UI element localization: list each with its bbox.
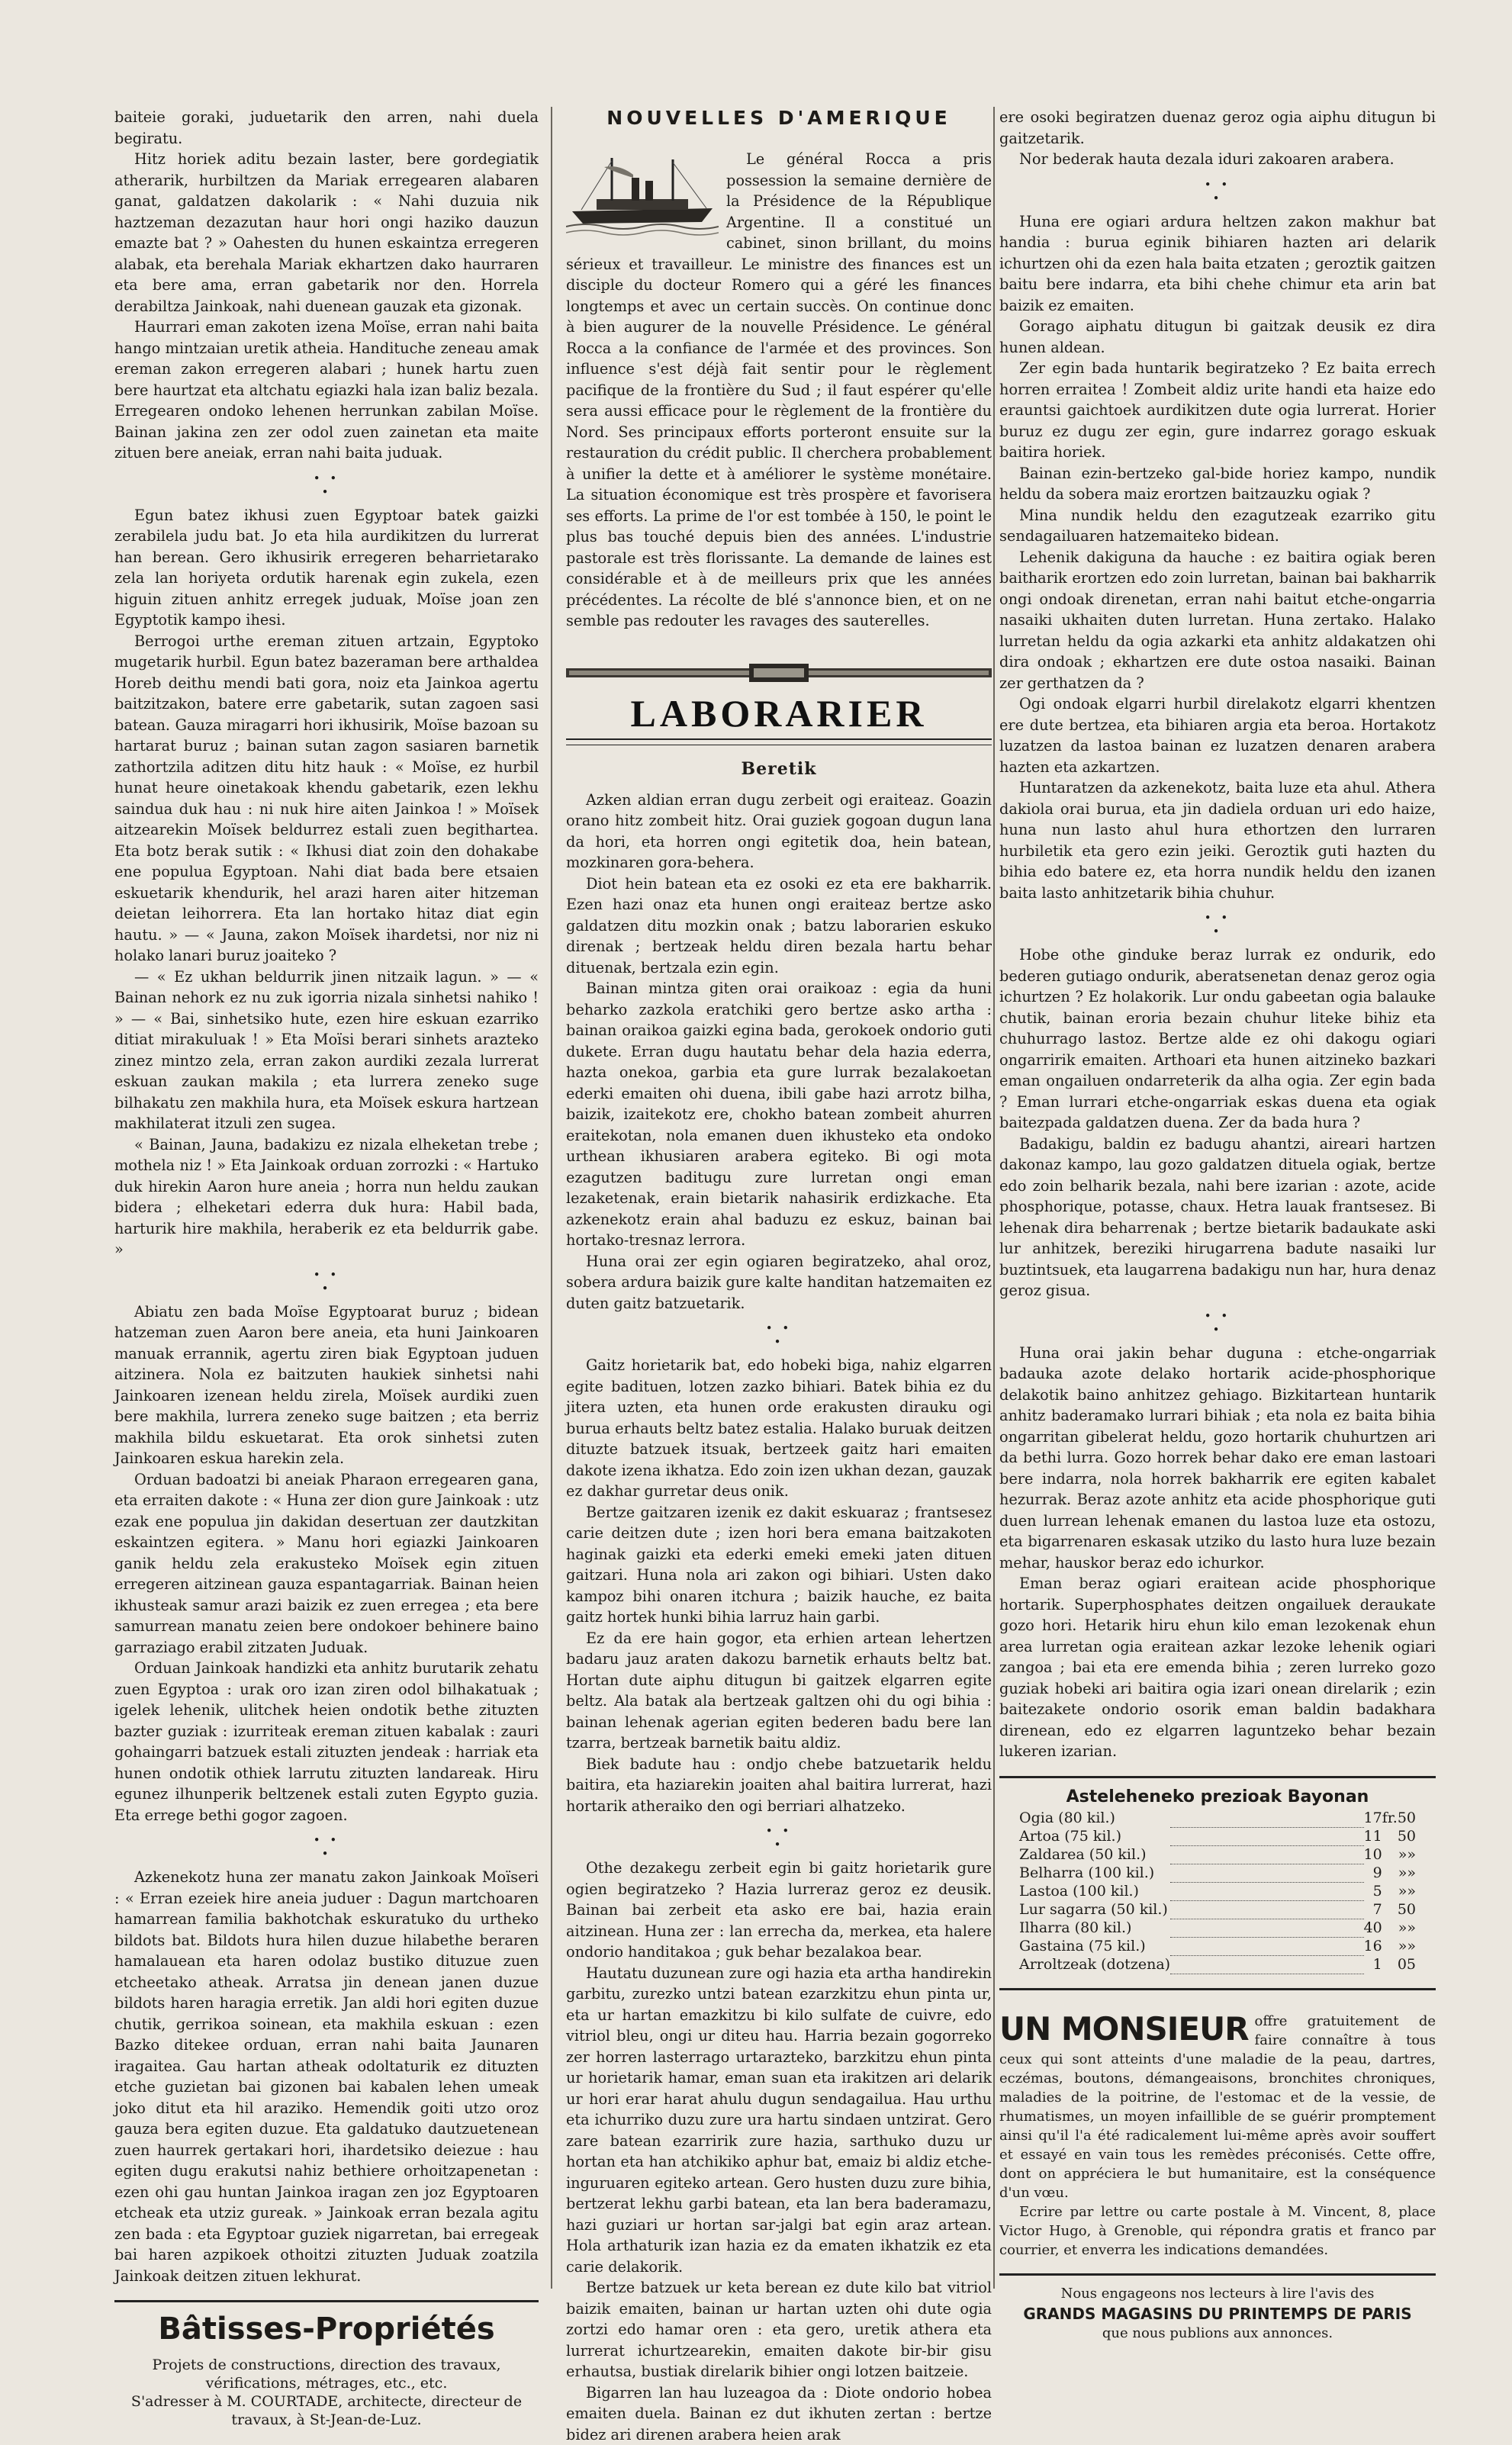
steamship-icon (566, 152, 719, 236)
paragraph: Nor bederak hauta dezala iduri zakoaren arabera. (999, 149, 1436, 170)
price-unit (1382, 1938, 1398, 1956)
price-name: Lur sagarra (50 kil.) (1019, 1901, 1170, 1919)
price-name: Arroltzeak (dotzena) (1019, 1956, 1170, 1974)
price-dots (1170, 1828, 1363, 1846)
paragraph: Eman beraz ogiari eraitean acide phosphorique hortarik. Superphosphates deitzen ongailuek deraukate gozo hori. Hetarik hiru ehun kilo eman lezokenak ehun area lurretan ogia eraitean azkar lezoke lehenik ogiari zangoa ; bai eta ere emenda bihia ; zeren lurreko gozo guziak hobeki ari baitira ogia izari onean direlarik ; ezin baitezakete ondorio osorik eman baldin badakhara direnean, edo ez elgarren laguntzeko behar bezain lukeren izarian. (999, 1573, 1436, 1762)
paragraph: Bainan mintza giten orai oraikoaz : egia da huni beharko zazkola eratchiki gero bertze asko artha : bainan oraikoa gaizki egina bada, gerokoek ondorio guti dukete. Erran dugu hautatu behar dela hazia ederra, hazta onekoa, garbia eta gure lurrak bezalakoetan ederki emaiten ohi duena, ibili gabe hazi arrotz bilha, baizik, izaitekotz ere, chokho batean zombeit ahurren eraitekotan, nola emanen duen ikhusteko eta ondoko urthean ikhusiaren arabera egiteko. Bi ogi mota ezagutzen baditugu zure lurretan ongi eman lezaketenak, erain bietarik nahasirik erdizkache. Eta azkenekotz erain ahal baduzu ez eskuz, bainan bai hortako-tresnaz lerrora. (566, 978, 992, 1251)
price-dots (1170, 1901, 1363, 1919)
price-row (1019, 1901, 1416, 1919)
price-name: Ilharra (80 kil.) (1019, 1919, 1170, 1938)
monsieur-text: offre gratuitement de faire connaître à tous ceux qui sont atteints d'une maladie de la peau, dartres, eczémas, boutons, démangeaisons, bronchites chroniques, maladies de la poitrine, de l'estomac et de la vessie, de rhumatismes, un moyen infaillible de se guérir promptement ainsi qu'il l'a été radicalement lui-même après avoir souffert et essayé en vain tous les remèdes préconisés. Cette offre, dont on appréciera le but humanitaire, est la conséquence d'un vœu. (999, 2012, 1436, 2202)
section-divider-stars: • • • (114, 471, 539, 499)
paragraph: Lehenik dakiguna da hauche : ez baitira ogiak beren baitharik erortzen edo zoin lurretan, bainan bai bakharrik ongi ondoak direnetan, erran nahi baitut etche-ongarria nasaiki ukhaiten duten lurretan. Huna zertako. Halako lurretan heldu da ogia azkarki eta anhitz aldakatzen ohi dira ondoak ; ekhartzen ere dute ostoa nasaiki. Bainan zer gerthatzen da ? (999, 547, 1436, 694)
footer-strong: GRANDS MAGASINS DU PRINTEMPS DE PARIS (999, 2305, 1436, 2323)
paragraph: Othe dezakegu zerbeit egin bi gaitz horietarik gure ogien begiratzeko ? Hazia lurreraz geroz ez deusik. Bainan bai zerbeit eta asko ere bai, hazia erain aitzinean. Huna zer : lan errecha da, merkea, eta halere ondorio handitakoa ; guk behar bezalakoa bear. (566, 1858, 992, 1963)
paragraph: Biek badute hau : ondjo chebe batzuetarik heldu baitira, eta haziarekin joaiten ahal baitira lurrerat, hazi hortarik atheraiko den ogi berriari alhatzeko. (566, 1754, 992, 1817)
price-value: 7 (1364, 1901, 1382, 1919)
paragraph: Gaitz horietarik bat, edo hobeki biga, nahiz elgarren egite badituen, lotzen zazko bihiari. Batek bihia ez du jitera uzten, eta hunen orde erakusten dirauku ogi burua erhauts beltz batez estalia. Halako buruak deitzen dituzte batzuek itsuak, bertzeek gaitz hari emaiten dakote izena ikhatza. Edo zoin izen ukhan dezan, gauzak ez dakhar gurretar deus onik. (566, 1355, 992, 1502)
price-dots (1170, 1864, 1363, 1883)
price-dots (1170, 1883, 1363, 1901)
price-unit (1382, 1846, 1398, 1864)
price-unit (1382, 1901, 1398, 1919)
paragraph: Huntaratzen da azkenekotz, baita luze eta ahul. Athera dakiola orai burua, eta jin dadiela orduan uri edo haize, huna nun lasto ahul hura ethortzen den lurraren hurbiletik eta gero ezin jeiki. Geroztik guti hazten du bihia edo batere ez, eta horra nundik heldu den izanen baita lasto anhitzetarik bihia chuhur. (999, 777, 1436, 903)
paragraph: Bertze batzuek ur keta berean ez dute kilo bat vitriol baizik emaiten, bainan ur hartan uzten ohi dute ogia zortzi edo hamar oren : eta gero, uretik athera eta lurrerat ichurtzearekin, emaiten dakote bir-bir gisu erhautsa, bustiak direlarik bihier ongi lotzen baitzeie. (566, 2277, 992, 2382)
paragraph: Mina nundik heldu den ezagutzeak ezarriko gitu sendagailuaren hatzemaiteko bidean. (999, 505, 1436, 547)
price-dots (1170, 1956, 1363, 1974)
price-cents: 50 (1398, 1810, 1416, 1828)
price-row (1019, 1919, 1416, 1938)
price-dots (1170, 1846, 1363, 1864)
left-column (114, 107, 539, 2429)
price-row (1019, 1846, 1416, 1864)
price-name: Ogia (80 kil.) (1019, 1810, 1170, 1828)
beretik-subtitle: Beretik (566, 759, 992, 779)
section-divider-stars: • • • (999, 911, 1436, 938)
footer-line: Nous engageons nos lecteurs à lire l'avis des (999, 2285, 1436, 2303)
column-rule (551, 107, 552, 2289)
price-row (1019, 1883, 1416, 1901)
paragraph: Hautatu duzunean zure ogi hazia eta artha handirekin garbitu, zurezko untzi batean ezarzkitzu ehun pinta ur, eta ur hartan emazkitzu bi kilo sulfate de cuivre, edo vitriol bleu, ongi ur diteu hau. Harria bezain gogorreko zer horren lasterrago urtarazteko, barzkitzu ehun pinta ur horietarik hamar, eman suan eta irakitzen ari delarik ur hori erar harat ahulu dugun sendagailua. Hau urthu eta ichurriko duzu zure ura hartu sindaen untzirat. Gero zare batean ezarririk zure hazia, sarthuko duzu ur hortan eta han atchikiko aphur bat, emaiz bi aldiz etche-inguruaren egiteko artean. Gero husten duzu zure bihia, bertzerat lekhu garbi batean, eta lan bera baderamazu, hazi guziari ur hortan sar-jalgi bat egin araz artean. Hola arthaturik izan hazia ez da ematen ikhatzik ez eta carie delakorik. (566, 1963, 992, 2278)
price-row (1019, 1938, 1416, 1956)
paragraph: Egun batez ikhusi zuen Egyptoar batek gaizki zerabilela judu bat. Jo eta hila aurdikitzen du lurrerat han berean. Gero ikhusirik erregeren beharrietarako zela lan horiyeta ordutik harenak egin zukela, ezen higuin zituen anhitz erregek juduak, Moïse joan zen Egyptotik kampo ihesi. (114, 505, 539, 631)
price-cents: »» (1398, 1864, 1416, 1883)
paragraph: « Bainan, Jauna, badakizu ez nizala elheketan trebe ; mothela niz ! » Eta Jainkoak orduan zorrozki : « Hartuko duk hirekin Aaron hure aneia ; horra nun heldu zaukan bidera ; elheketari ederra duk hura: Habil bada, harturik hire makhila, heraberik ez eta beldurrik gabe. » (114, 1134, 539, 1260)
price-name: Belharra (100 kil.) (1019, 1864, 1170, 1883)
paragraph: — « Ez ukhan beldurrik jinen nitzaik lagun. » — « Bainan nehork ez nu zuk igorria nizala sinhetsi nahiko ! » — « Bai, sinhetsiko hute, ezen hire eskuan ezarriko ditiat mirakuluak ! » Eta Moïsi berari sinhets arazteko zinez mintzo zela, erran zakon aurdiki zezala lurrerat eskuan zaukan makila ; eta lurrera zeneko suge bilhakatu zen makhila hura, eta Moïsek eskura hartzean makhilaterat itzuli zen sugea. (114, 967, 539, 1134)
section-divider-stars: • • • (114, 1833, 539, 1861)
price-name: Lastoa (100 kil.) (1019, 1883, 1170, 1901)
paragraph: Bigarren lan hau luzeagoa da : Diote ondorio hobea emaiten duela. Bainan ez dut ikhuten zertan : bertze bidez ari direnen arabera heien arak (566, 2382, 992, 2445)
price-name: Gastaina (75 kil.) (1019, 1938, 1170, 1956)
price-unit (1382, 1828, 1398, 1846)
price-value: 11 (1364, 1828, 1382, 1846)
paragraph: Huna orai zer egin ogiaren begiratzeko, ahal oroz, sobera ardura baizik gure kalte handitan hatzemaiten ez duten gaitz batzuetarik. (566, 1251, 992, 1314)
price-value: 17 (1364, 1810, 1382, 1828)
paragraph: Haurrari eman zakoten izena Moïse, erran nahi baita hango mintzaian uretik atheia. Handituche zeneau amak ereman zakon erregeren alabari ; hunek hartu zuen bere haurtzat eta altchatu egiazki hala izan baliz bezala. Erregearen ondoko lehenen herrunkan zabilan Moïse. Bainan jakina zen zer odol zuen zainetan eta maite zituen bere aneiak, erran nahi baita juduak. (114, 317, 539, 464)
paragraph: Bainan ezin-bertzeko gal-bide horiez kampo, nundik heldu da sobera maiz erortzen baitzauzku ogiak ? (999, 463, 1436, 505)
paragraph: Orduan Jainkoak handizki eta anhitz burutarik zehatu zuen Egyptoa : urak oro izan ziren odol bilhakatuak ; igelek lehenik, ulitchek heien ondotik bethe zituzten bazter guziak : izurriteak ereman zituen kabalak : zauri gohaingarri batzuek estali zituzten jendeak : harriak eta hunen ondotik othiek larrutu zituzten landareak. Hiru egunez ilhunperik beltzenek estali zuten Egypto guzia. Eta errege bethi gogor zagoen. (114, 1658, 539, 1826)
batisses-title: Bâtisses-Propriétés (114, 2311, 539, 2347)
nouvelles-text: Le général Rocca a pris possession la semaine dernière de la Présidence de la République Argentine. Il a constitué un cabinet, sinon brillant, du moins sérieux et travailleur. Le ministre des finances est un disciple du docteur Romero qui a géré les finances longtemps et avec un certain succès. On continue donc à bien augurer de la nouvelle Présidence. Le général Rocca a la confiance de l'armée et des provinces. Son influence s'est déjà fait sentir pour le règlement pacifique de la frontière du Sud ; il faut espérer qu'elle sera aussi efficace pour le règlement de la frontière du Nord. Ses principaux efforts porteront ensuite sur la restauration du crédit public. Il cherchera probablement à unifier la dette et à améliorer le système monétaire. La situation économique est très prospère et favorisera ses efforts. La prime de l'or est tombée à 150, le point le plus bas touché depuis bien des années. L'industrie pastorale est très florissante. La demande de laines est considérable et à de meilleurs prix que les années précédentes. La récolte de blé s'annonce bien, et on ne semble pas redouter les ravages des sauterelles. (566, 149, 992, 632)
laborarier-title: LABORARIER (566, 691, 992, 735)
paragraph: Ogi ondoak elgarri hurbil direlakotz elgarri khentzen ere dute bertzea, eta bihiaren argia eta beroa. Hortakotz luzatzen da lastoa bainan ez luzatzen denaren arabera hazten eta azkartzen. (999, 693, 1436, 777)
paragraph: Berrogoi urthe ereman zituen artzain, Egyptoko mugetarik hurbil. Egun batez bazeraman bere arthaldea Horeb deithu mendi bati gora, noiz eta Jainkoa agertu baitzitzakon, batere erre gabetarik, sutan zagoen sasi batean. Gauza miragarri hori ikhusirik, Moïse bazoan su hartarat buruz ; bainan sutan zagon sasiaren barnetik zathortzila aditzen ditu hitz hauk : « Moïse, ez hurbil hunat heure oinetakoak khendu gabetarik, ezen lekhu saindua duk hau : ni nuk hire aiten Jainkoa ! » Moïsek aitzearekin Moïsek beldurrez estali zuen begithartea. Eta botz berak sutik : « Ikhusi diat zoin den dohakabe ene populua Egyptoan. Nahi diat bada bere etsaien eskuetarik khendurik, hel arazi haren aiter hitzeman deietan leihorrera. Eta lan hortako hitaz diat egin hautu. » — « Jauna, zakon Moïsek ihardetsi, nor niz ni holako lanari buruz joaiteko ? (114, 631, 539, 967)
ornamental-banner-icon (566, 662, 992, 684)
paragraph: Azkenekotz huna zer manatu zakon Jainkoak Moïseri : « Erran ezeiek hire aneia juduer : Dagun martchoaren hamarrean familia bakhotchak eskuratuko du urtheko bildots bat. Bildots hura hilen duzue hilabethe beraren hamalauean eta haren odolaz bustiko dituzue zuen etcheetako atheak. Arratsa jin denean janen duzue bildots haren haragia erretik. Jan aldi hori egiten duzue chutik, gerrikoa soinean, eta makhila eskuan : ezen Bazko ditekee orduan, erran nahi baita Jaunaren iragaitea. Gau hartan atheak odoltaturik ez dituzten etche guzietan bai gizonen bai kabalen lehen umeak joko ditut eta hil araziko. Hemendik goiti utzo oroz gauza bera egiten duzue. Eta galdatuko dautzuetenean zuen haurrek gertakari hori, ihardetsiko deiezue : hau egiten dugu erakutsi nahiz bethiere orhoitzapenetan : ezen ohi gau huntan Jainkoa iragan zen joz Egyptoaren etcheak eta utziz gureak. » Jainkoak erran bezala agitu zen bada : eta Egyptoar guziek nigarretan, bai erregeak bai haren azpikoek othoitzi zituzten Juduak zoatzila Jainkoak deitzen zituen lekhurat. (114, 1867, 539, 2286)
paragraph: baiteie goraki, juduetarik den arren, nahi duela begiratu. (114, 107, 539, 149)
paragraph: Gorago aiphatu ditugun bi gaitzak deusik ez dira hunen aldean. (999, 316, 1436, 358)
price-dots (1170, 1810, 1363, 1828)
monsieur-title: UN MONSIEUR (999, 2012, 1249, 2047)
price-value: 16 (1364, 1938, 1382, 1956)
paragraph: Abiatu zen bada Moïse Egyptoarat buruz ; bidean hatzeman zuen Aaron bere aneia, eta huni Jainkoaren manuak errannik, agertu ziren biak Egyptoan juduen aitzinera. Nola ez baitzuten haukiek sinhetsi nahi Jainkoaren izenean heldu zirela, Moïsek aurdiki zuen bere makhila, lurrera zeneko suge baitzen ; eta berriz makhila bildu eskuetarat. Eta orok sinhetsi zuten Jainkoaren eskua harekin zela. (114, 1301, 539, 1469)
price-name: Zaldarea (50 kil.) (1019, 1846, 1170, 1864)
price-cents: »» (1398, 1846, 1416, 1864)
price-unit (1382, 1956, 1398, 1974)
price-unit (1382, 1864, 1398, 1883)
footer-line: que nous publions aux annonces. (999, 2324, 1436, 2343)
paragraph: Zer egin bada huntarik begiratzeko ? Ez baita errech horren erraitea ! Zombeit aldiz urite handi eta haize edo erauntsi gaichtoek aurdikitzen dute ogia lurrerat. Horier buruz ez dugu zer egin, gure indarrez gorago eskuak baitira horiek. (999, 358, 1436, 463)
price-dots (1170, 1938, 1363, 1956)
price-cents: »» (1398, 1883, 1416, 1901)
monsieur-text: Ecrire par lettre ou carte postale à M. Vincent, 8, place Victor Hugo, à Grenoble, qui répondra gratis et franco par courrier, et enverra les indications demandées. (999, 2202, 1436, 2260)
price-row (1019, 1828, 1416, 1846)
monsieur-advertisement (999, 2012, 1436, 2260)
price-unit (1382, 1919, 1398, 1938)
paragraph: Badakigu, baldin ez badugu ahantzi, aireari hartzen dakonaz kampo, lau gozo galdatzen dituela ogiak, bertze edo zoin belharik bezala, nahi bere izarian : azote, acide phosphorique, potasse, chaux. Hetra lauak frantsesez. Bi lehenak dira beharrenak ; bertze bietarik badaukate aski lur anhitzek, bereziki hirugarrena badute nasaiki lur buztintsuek, eta laugarrena badakigu nun har, hura denaz geroz gisua. (999, 1134, 1436, 1301)
price-cents: »» (1398, 1938, 1416, 1956)
price-value: 40 (1364, 1919, 1382, 1938)
separator-rule (999, 1988, 1436, 1990)
price-cents: »» (1398, 1919, 1416, 1938)
paragraph: Ez da ere hain gogor, eta erhien artean lehertzen badaru jauz araten dakozu barnetik erhauts beltz bat. Hortan dute aiphu ditugun bi gaitzek elgarren egite beltz. Ala batak ala bertzeak galtzen ohi du ogi bihia : bainan lehenak agerian egiten bederen badu bere lan tzarra, bertzeak barnetik baitu aldiz. (566, 1628, 992, 1754)
paragraph: Orduan badoatzi bi aneiak Pharaon erregearen gana, eta erraiten dakote : « Huna zer dion gure Jainkoak : utz ezak ene populua jin dakidan desertuan zer dautzkitan eskaintzen egitera. » Manu hori egiazki Jainkoaren ganik heldu zela erakusteko Moïsek egin zituen erregeren aitzinean gauza espantagarriak. Bainan heien ikhusteak samur arazi baizik ez zuen erregea ; eta bere samurrean manatu zeien bere ondokoer behinere baino garraziago erabil zitzaten Juduak. (114, 1469, 539, 1658)
paragraph: ere osoki begiratzen duenaz geroz ogia aiphu ditugun bi gaitzetarik. (999, 107, 1436, 149)
section-divider-stars: • • • (114, 1268, 539, 1295)
price-cents: 50 (1398, 1901, 1416, 1919)
price-value: 5 (1364, 1883, 1382, 1901)
price-dots (1170, 1919, 1363, 1938)
price-row (1019, 1864, 1416, 1883)
price-row (1019, 1956, 1416, 1974)
price-unit (1382, 1883, 1398, 1901)
right-column (999, 107, 1436, 2343)
price-value: 9 (1364, 1864, 1382, 1883)
column-rule (993, 107, 995, 2289)
paragraph: Huna ere ogiari ardura heltzen zakon makhur bat handia : burua eginik bihiaren hazten ari delarik ichurtzen ohi da ezen hala baita etzaten ; geroztik gaitzen baitu bere indarra, eta bihi chehe chimur eta arin bat baizik ez emaiten. (999, 211, 1436, 317)
price-cents: 50 (1398, 1828, 1416, 1846)
middle-column (566, 107, 992, 2445)
section-divider-stars: • • • (566, 1824, 992, 1851)
section-divider-stars: • • • (999, 1309, 1436, 1337)
section-divider-stars: • • • (999, 178, 1436, 205)
separator-rule (999, 1776, 1436, 1778)
price-name: Artoa (75 kil.) (1019, 1828, 1170, 1846)
paragraph: Diot hein batean eta ez osoki ez eta ere bakharrik. Ezen hazi onaz eta hunen ongi eraiteaz bertze asko galdatzen ditu mozkin onak ; batzu laborarien eskuko direnak ; bertzeak heldu diren bezala hartu behar dituenak, bertzala ezin egin. (566, 873, 992, 979)
batisses-line: S'adresser à M. COURTADE, architecte, directeur de travaux, à St-Jean-de-Luz. (114, 2392, 539, 2429)
price-value: 1 (1364, 1956, 1382, 1974)
price-value: 10 (1364, 1846, 1382, 1864)
separator-rule (999, 2273, 1436, 2276)
paragraph: Hitz horiek aditu bezain laster, bere gordegiatik atherarik, hurbiltzen da Mariak erregearen alabaren ganat, galdatzen dakolarik : « Nahi duzuia nik haztzeman dezazutan haur hori ongi haziko dauzun emazte bat ? » Oahesten du hunen eskaintza erregeren alabak, eta berehala Mariak ekhartzen dako haurraren eta bere ama, erran gabetarik nor den. Horrela derabiltza Jainkoak, nahi duenean gauzak eta gizonak. (114, 149, 539, 317)
prices-table (1019, 1810, 1416, 1975)
price-unit: fr. (1382, 1810, 1398, 1828)
batisses-line: Projets de constructions, direction des travaux, vérifications, métrages, etc., etc. (114, 2356, 539, 2392)
separator-rule (566, 738, 992, 745)
nouvelles-title: NOUVELLES D'AMERIQUE (566, 107, 992, 129)
paragraph: Huna orai jakin behar duguna : etche-ongarriak badauka azote delako hortarik acide-phosphorique delakotik baino anhitzez gehiago. Bizkitartean huntarik anhitz baderamako lurrari bihiak ; eta nola ez baita bihia ongarritan gibelerat heldu, gozo hortarik chuhurtzen ari da bethi lurra. Gozo horrek behar dako ere eman lastoari bere indarra, nola horrek bakharrik ere egiten kabalet hezurrak. Beraz azote anhitz eta acide phosphorique guti duen lurrean lehenak emanen du lastoa luze eta ostozu, eta bigarrenaren eskasak utziko du lasto hura luze bezain mehar, hauskor beraz edo ichurkor. (999, 1343, 1436, 1574)
prices-title: Asteleheneko prezioak Bayonan (999, 1787, 1436, 1806)
price-row (1019, 1810, 1416, 1828)
price-cents: 05 (1398, 1956, 1416, 1974)
section-divider-stars: • • • (566, 1321, 992, 1349)
paragraph: Hobe othe ginduke beraz lurrak ez ondurik, edo bederen gutiago ondurik, aberatsenetan denaz geroz ogia ichurtzen ? Ez holakorik. Lur ondu gabeetan ogia balauke chutik, bainan eroria bezain chuhur liteke bihiz eta chuhurrago lastoz. Bertze alde ez ohi dakogu ogiari ongarririk emaiten. Arthoari eta hunen aitzineko bazkari eman ongailuen ondarreterik da alha ogia. Zer egin bada ? Eman lurrari etche-ongarriak eskas duena eta ogiak baitezpada galdatzen duena. Zer da bada hura ? (999, 944, 1436, 1134)
separator-rule (114, 2300, 539, 2302)
paragraph: Bertze gaitzaren izenik ez dakit eskuaraz ; frantsesez carie deitzen dute ; izen hori bera emana baitzakoten haginak gaizki eta ederki emeki emeki jaten dituen gaitzari. Huna nola ari zakon ogi bihiari. Usten dako kampoz bihi onaren itchura ; baizik hauche, ez baita gaitz hortek hunki bihia larruz hain garbi. (566, 1502, 992, 1628)
paragraph: Azken aldian erran dugu zerbeit ogi eraiteaz. Goazin orano hitz zombeit hitz. Orai guziek gogoan dugun lana da hori, eta horren ongi egitetik doa, hein batean, mozkinaren gora-behera. (566, 790, 992, 873)
batisses-advertisement (114, 2311, 539, 2429)
